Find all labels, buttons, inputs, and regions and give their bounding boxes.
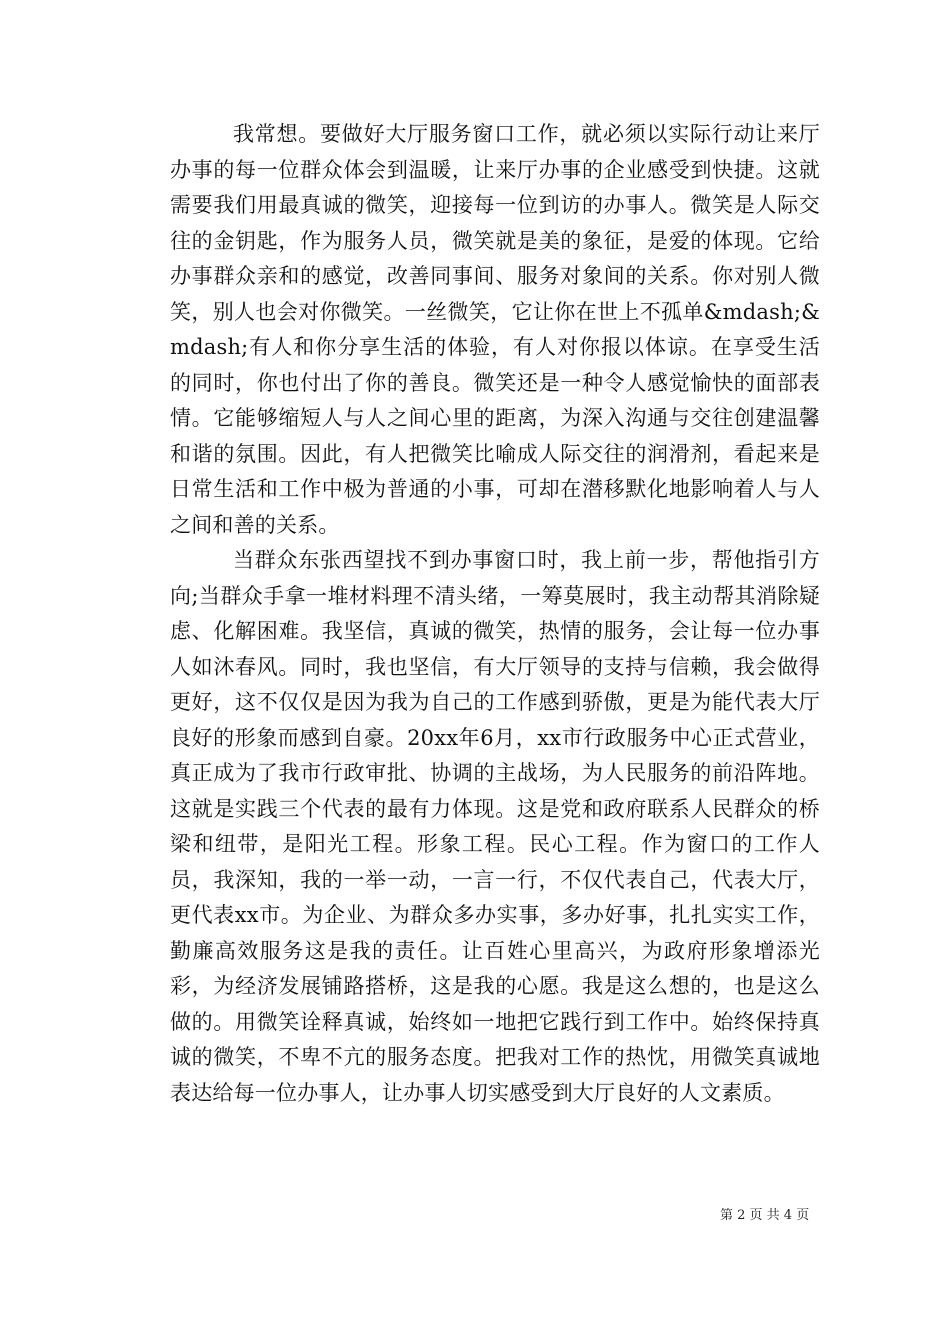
- paragraph-2: 当群众东张西望找不到办事窗口时，我上前一步，帮他指引方向;当群众手拿一堆材料理不清头绪，一筹莫展时，我主动帮其消除疑虑、化解困难。我坚信，真诚的微笑，热情的服务，会让每一位办事人如沐春风。同时，我也坚信，有大厅领导的支持与信赖，我会做得更好，这不仅仅是因为我为自己的工作感到骄傲，更是为能代表大厅良好的形象而感到自豪。20xx年6月，xx市行政服务中心正式营业，真正成为了我市行政审批、协调的主战场，为人民服务的前沿阵地。这就是实践三个代表的最有力体现。这是党和政府联系人民群众的桥梁和纽带，是阳光工程。形象工程。民心工程。作为窗口的工作人员，我深知，我的一举一动，一言一行，不仅代表自己，代表大厅，更代表xx市。为企业、为群众多办实事，多办好事，扎扎实实工作，勤廉高效服务这是我的责任。让百姓心里高兴，为政府形象增添光彩，为经济发展铺路搭桥，这是我的心愿。我是这么想的，也是这么做的。用微笑诠释真诚，始终如一地把它践行到工作中。始终保持真诚的微笑，不卑不亢的服务态度。把我对工作的热忱，用微笑真诚地表达给每一位办事人，让办事人切实感受到大厅良好的人文素质。: [170, 548, 820, 1105]
- document-body: [170, 117, 820, 1111]
- page-number-footer: 第 2 页 共 4 页: [720, 1208, 810, 1223]
- paragraph-1: 我常想。要做好大厅服务窗口工作，就必须以实际行动让来厅办事的每一位群众体会到温暖，让来厅办事的企业感受到快捷。这就需要我们用最真诚的微笑，迎接每一位到访的办事人。微笑是人际交往的金钥匙，作为服务人员，微笑就是美的象征，是爱的体现。它给办事群众亲和的感觉，改善同事间、服务对象间的关系。你对别人微笑，别人也会对你微笑。一丝微笑，它让你在世上不孤单&mdash;&mdash;有人和你分享生活的体验，有人对你报以体谅。在享受生活的同时，你也付出了你的善良。微笑还是一种令人感觉愉快的面部表情。它能够缩短人与人之间心里的距离，为深入沟通与交往创建温馨和谐的氛围。因此，有人把微笑比喻成人际交往的润滑剂，看起来是日常生活和工作中极为普通的小事，可却在潜移默化地影响着人与人之间和善的关系。: [170, 122, 820, 537]
